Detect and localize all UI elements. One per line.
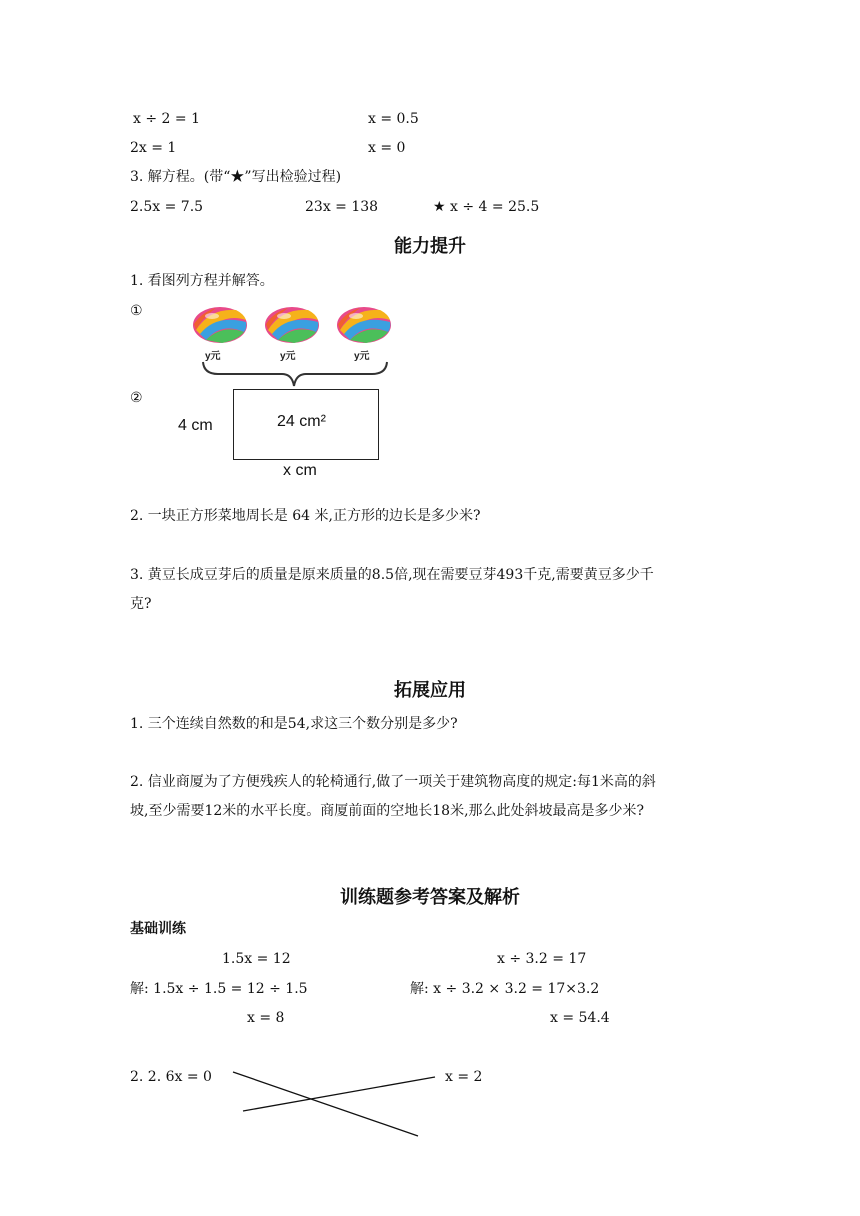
ball-icon	[192, 306, 248, 344]
ball-price-label: y元	[354, 351, 370, 362]
question-text: 2. 一块正方形菜地周长是 64 米,正方形的边长是多少米?	[130, 508, 481, 524]
answers-title: 训练题参考答案及解析	[340, 887, 520, 908]
equation: 23x = 138	[305, 199, 379, 215]
answer-line: 解: x ÷ 3.2 × 3.2 = 17×3.2	[410, 981, 600, 997]
equation: x ÷ 2 = 1	[133, 111, 200, 127]
section-title: 能力提升	[394, 236, 466, 257]
question-text: 1. 三个连续自然数的和是54,求这三个数分别是多少?	[130, 716, 458, 732]
rectangle-base-label: x cm	[283, 462, 317, 479]
question-text: 1. 看图列方程并解答。	[130, 273, 274, 289]
matching-item: x = 2	[445, 1069, 483, 1085]
ball-price-label: y元	[205, 351, 221, 362]
matching-item: 2. 2. 6x = 0	[130, 1069, 212, 1085]
answer-line: x = 54.4	[550, 1010, 610, 1026]
figure-marker: ①	[130, 303, 143, 319]
curly-brace	[200, 358, 390, 388]
ball-icon	[264, 306, 320, 344]
answer-line: 1.5x = 12	[222, 951, 291, 967]
equation: x = 0.5	[368, 111, 419, 127]
question-text: 3. 解方程。(带“★”写出检验过程)	[130, 169, 342, 185]
question-text: 克?	[130, 596, 152, 612]
rectangle-side-label: 4 cm	[178, 417, 213, 434]
equation: x = 0	[368, 140, 406, 156]
question-text: 2. 信业商厦为了方便残疾人的轮椅通行,做了一项关于建筑物高度的规定:每1米高的斜	[130, 774, 656, 790]
matching-lines	[225, 1068, 445, 1140]
figure-marker: ②	[130, 390, 143, 406]
answer-line: x = 8	[247, 1010, 285, 1026]
ball-price-label: y元	[280, 351, 296, 362]
equation: 2.5x = 7.5	[130, 199, 204, 215]
section-title: 拓展应用	[394, 680, 466, 701]
question-text: 3. 黄豆长成豆芽后的质量是原来质量的8.5倍,现在需要豆芽493千克,需要黄豆多少千	[130, 567, 654, 583]
answer-line: x ÷ 3.2 = 17	[497, 951, 587, 967]
rectangle-area-label: 24 cm²	[277, 413, 326, 430]
answer-line: 解: 1.5x ÷ 1.5 = 12 ÷ 1.5	[130, 981, 308, 997]
question-text: 坡,至少需要12米的水平长度。商厦前面的空地长18米,那么此处斜坡最高是多少米?	[130, 803, 645, 819]
equation: 2x = 1	[130, 140, 177, 156]
ball-icon	[336, 306, 392, 344]
equation: ★ x ÷ 4 = 25.5	[433, 199, 540, 215]
answers-subtitle: 基础训练	[130, 921, 186, 937]
